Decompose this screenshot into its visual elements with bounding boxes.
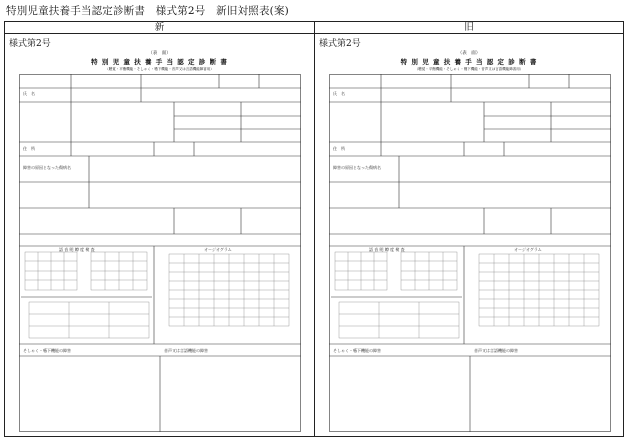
column-header-old: 旧 <box>315 22 623 34</box>
new-form-panel <box>5 34 315 436</box>
new-form-subtitle: （聴覚・平衡機能・そしゃく・嚥下機能・音声又は言語機能障害用） <box>105 67 214 71</box>
old-form-label: 様式第2号 <box>319 39 361 49</box>
new-form-body <box>19 74 301 432</box>
old-section-speech: 音声又は言語機能の障害 <box>474 348 518 353</box>
new-form-grid <box>19 74 301 432</box>
new-section-address: 住 所 <box>23 146 35 151</box>
new-form-label: 様式第2号 <box>9 39 51 49</box>
old-form-grid <box>329 74 611 432</box>
new-section-audiogram: オージオグラム <box>204 247 232 252</box>
new-form-note: （表 面） <box>148 51 171 56</box>
new-form-title: 特 別 児 童 扶 養 手 当 認 定 診 断 書 <box>91 58 228 66</box>
column-header-new: 新 <box>5 22 315 34</box>
document-heading: 特別児童扶養手当認定診断書 様式第2号 新旧対照表(案) <box>6 5 289 17</box>
old-form-title: 特 別 児 童 扶 養 手 当 認 定 診 断 書 <box>400 58 538 66</box>
old-section-address: 住 所 <box>333 146 345 151</box>
new-section-cause: 障害の原因となった傷病名 <box>23 165 71 170</box>
new-section-name: 氏 名 <box>23 91 35 96</box>
old-form-panel <box>315 34 623 436</box>
new-section-speech-table: 語 音 明 瞭 度 検 査 <box>59 247 95 252</box>
old-form-subtitle: （聴覚・平衡機能・そしゃく・嚥下機能・音声又は言語機能障害用） <box>414 67 524 71</box>
old-section-chewing: そしゃく・嚥下機能の障害 <box>333 348 381 353</box>
new-section-speech: 音声又は言語機能の障害 <box>164 348 208 353</box>
comparison-table <box>4 21 624 437</box>
new-section-chewing: そしゃく・嚥下機能の障害 <box>23 348 71 353</box>
old-section-audiogram: オージオグラム <box>514 247 542 252</box>
old-section-speech-table: 語 音 明 瞭 度 検 査 <box>369 247 405 252</box>
old-form-body <box>329 74 611 432</box>
old-section-name: 氏 名 <box>333 91 345 96</box>
old-form-note: （表 面） <box>457 51 481 56</box>
old-section-cause: 障害の原因となった傷病名 <box>333 165 381 170</box>
